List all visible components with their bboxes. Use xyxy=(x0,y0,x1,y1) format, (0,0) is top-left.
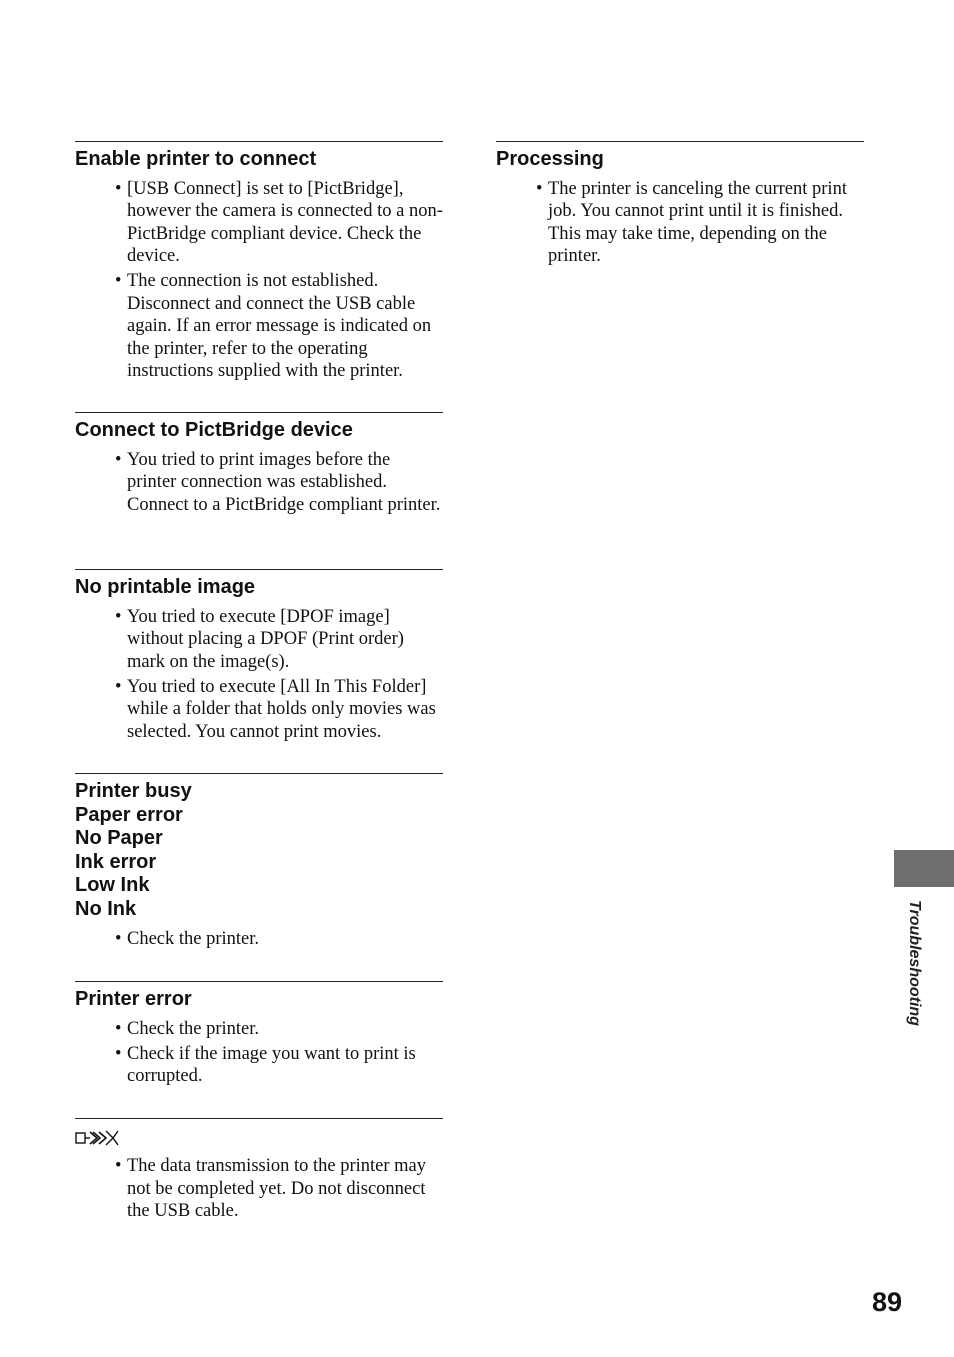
section-title: Printer busy xyxy=(75,780,192,802)
list-item: • You tried to execute [All In This Folder] while a folder that holds only movies was selected. You cannot print movies. xyxy=(127,676,443,744)
chapter-tab xyxy=(894,850,954,887)
section-title: No printable image xyxy=(75,576,256,598)
bullet-list xyxy=(75,178,443,383)
section-usb-transfer xyxy=(75,1118,443,1225)
section-connect-pictbridge xyxy=(75,412,443,519)
bullet-list xyxy=(75,449,443,517)
list-item: • The printer is canceling the current print job. You cannot print until it is finished. This may take time, depending on the printer. xyxy=(548,178,864,268)
section-title: Low Ink xyxy=(75,874,150,897)
section-title: Ink error xyxy=(75,850,157,873)
list-item: • [USB Connect] is set to [PictBridge], however the camera is connected to a non-PictBridge compliant device. Check the device. xyxy=(127,178,443,268)
section-title: No Ink xyxy=(75,897,137,920)
list-item: • You tried to execute [DPOF image] without placing a DPOF (Print order) mark on the image(s). xyxy=(127,606,443,674)
list-item: • The data transmission to the printer may not be completed yet. Do not disconnect the USB cable. xyxy=(127,1155,443,1223)
page-number: 89 xyxy=(872,1287,903,1317)
section-enable-printer xyxy=(75,141,443,385)
section-title: Enable printer to connect xyxy=(75,148,317,170)
section-title: Paper error xyxy=(75,803,183,826)
list-item: • Check if the image you want to print is corrupted. xyxy=(127,1043,443,1088)
section-title: No Paper xyxy=(75,827,163,850)
bullet-list xyxy=(75,1018,443,1088)
section-printer-error xyxy=(75,981,443,1090)
usb-transfer-icon xyxy=(75,1127,119,1149)
bullet-list xyxy=(496,178,864,268)
section-printer-busy xyxy=(75,773,443,953)
section-title: Connect to PictBridge device xyxy=(75,419,353,441)
section-title-group xyxy=(75,780,443,922)
bullet-list xyxy=(75,928,443,951)
list-item: • Check the printer. xyxy=(127,1018,443,1041)
section-no-printable-image xyxy=(75,569,443,746)
bullet-list xyxy=(75,1155,443,1223)
list-item: • The connection is not established. Disconnect and connect the USB cable again. If an error message is indicated on the printer, refer to the operating instructions supplied with the printer. xyxy=(127,270,443,383)
chapter-label: Troubleshooting xyxy=(906,900,923,1026)
section-title: Processing xyxy=(496,148,604,170)
section-processing xyxy=(496,141,864,270)
list-item: • Check the printer. xyxy=(127,928,443,951)
section-title: Printer error xyxy=(75,988,192,1010)
bullet-list xyxy=(75,606,443,744)
list-item: • You tried to print images before the printer connection was established. Connect to a PictBridge compliant printer. xyxy=(127,449,443,517)
